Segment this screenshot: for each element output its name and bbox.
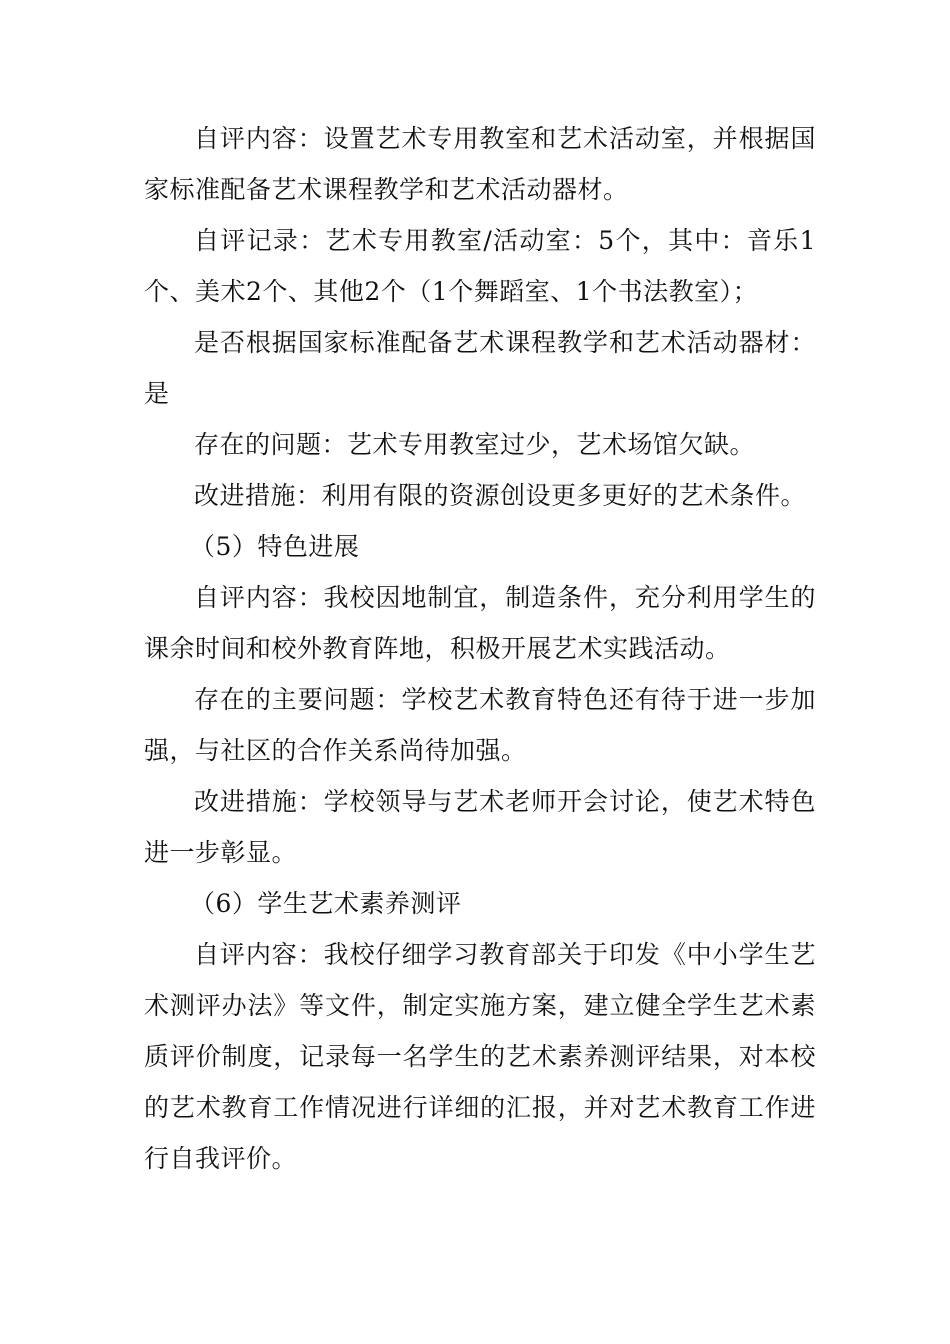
- paragraph-self-eval-content-facilities: 自评内容：设置艺术专用教室和艺术活动室，并根据国家标准配备艺术课程教学和艺术活动器材。: [144, 124, 816, 204]
- paragraph-improvement-measures-2: 改进措施：学校领导与艺术老师开会讨论，使艺术特色进一步彰显。: [144, 787, 816, 867]
- paragraph-self-eval-record: 自评记录：艺术专用教室/活动室：5个，其中：音乐1个、美术2个、其他2个（1个舞蹈室、1个书法教室）；: [144, 226, 816, 306]
- paragraph-self-eval-content-assessment: 自评内容：我校仔细学习教育部关于印发《中小学生艺术测评办法》等文件，制定实施方案，建立健全学生艺术素质评价制度，记录每一名学生的艺术素养测评结果，对本校的艺术教育工作情况进行详细的汇报，并对艺术教育工作进行自我评价。: [144, 940, 816, 1173]
- paragraph-existing-problems: 存在的问题：艺术专用教室过少，艺术场馆欠缺。: [194, 430, 756, 459]
- section-heading-5: （5）特色进展: [190, 532, 360, 561]
- section-heading-6: （6）学生艺术素养测评: [190, 889, 462, 918]
- paragraph-self-eval-content-practice: 自评内容：我校因地制宜，制造条件，充分利用学生的课余时间和校外教育阵地，积极开展艺术实践活动。: [144, 583, 816, 663]
- paragraph-main-problems: 存在的主要问题：学校艺术教育特色还有待于进一步加强，与社区的合作关系尚待加强。: [144, 685, 816, 765]
- paragraph-improvement-measures: 改进措施：利用有限的资源创设更多更好的艺术条件。: [194, 481, 807, 510]
- paragraph-equipment-standard: 是否根据国家标准配备艺术课程教学和艺术活动器材：是: [144, 328, 816, 408]
- document-body: [144, 113, 816, 1184]
